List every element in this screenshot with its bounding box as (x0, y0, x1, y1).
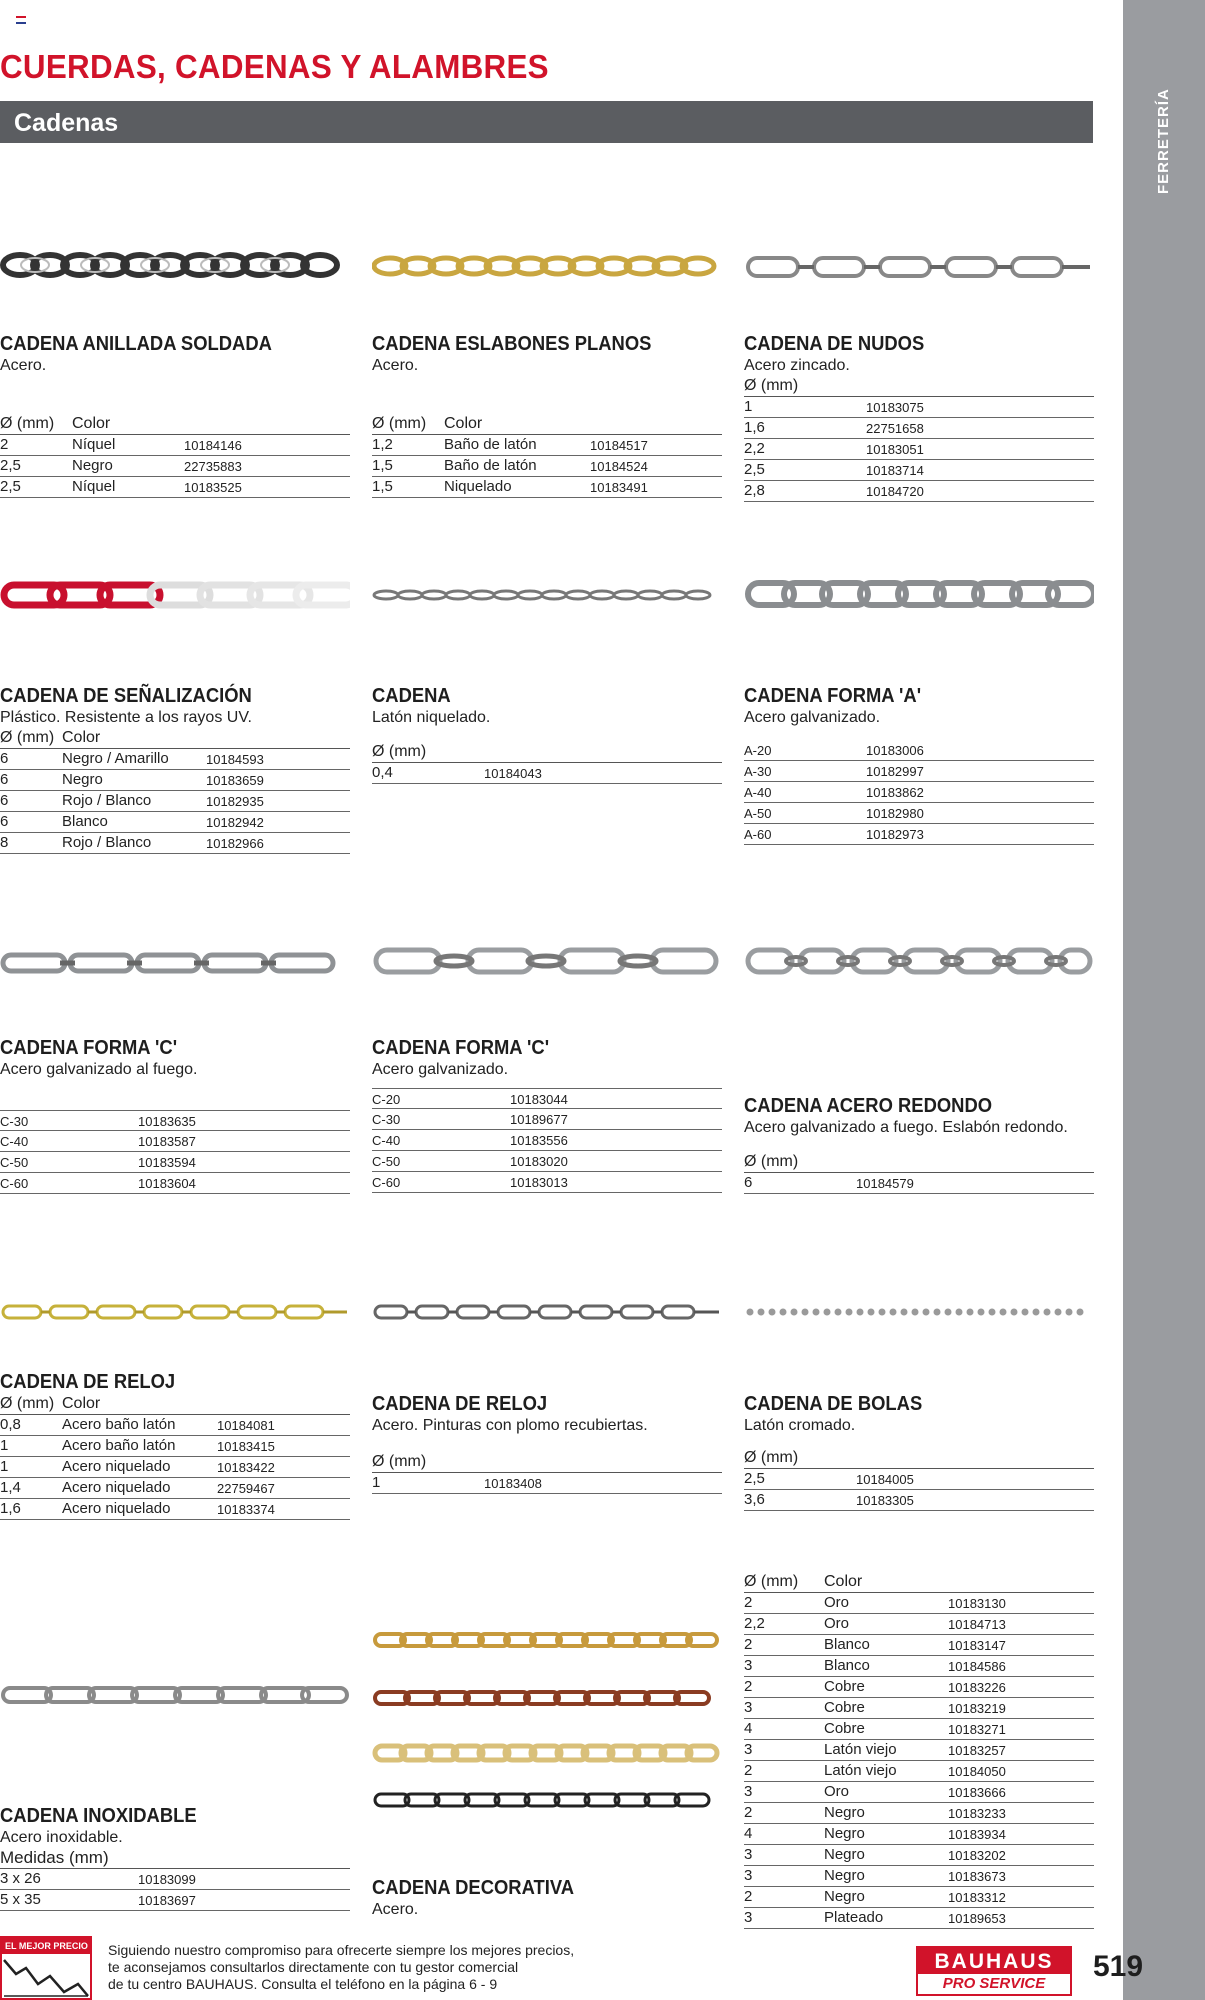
product-acero-redondo (744, 1094, 1094, 1194)
table-row: 0,8 Acero baño latón 10184081 (0, 1415, 350, 1436)
product-desc: Acero zincado. (744, 357, 850, 374)
product-reloj-2 (372, 1392, 722, 1494)
table-row: 1,4 Acero niquelado 22759467 (0, 1478, 350, 1499)
product-desc: Latón niquelado. (372, 709, 491, 726)
table-row: 5 x 35 10183697 (0, 1890, 350, 1911)
chain-image-acero-redondo (744, 944, 1094, 978)
product-title: CADENA ANILLADA SOLDADA (0, 333, 272, 355)
table-row: 1,5 Baño de latón 10184524 (372, 456, 722, 477)
col-diameter: Ø (mm) (744, 1153, 799, 1170)
table-row: 1 10183075 (744, 397, 1094, 418)
page-title: CUERDAS, CADENAS Y ALAMBRES (0, 48, 549, 85)
table-row: C-20 10183044 (372, 1088, 722, 1109)
page-number: 519 (1093, 1950, 1144, 1983)
table-row: 2,5 Negro 22735883 (0, 456, 350, 477)
table-row: C-50 10183594 (0, 1152, 350, 1173)
section-bar (0, 101, 1093, 143)
brand-name: BAUHAUS (916, 1946, 1072, 1974)
chain-image-inoxidable (0, 1682, 350, 1708)
side-tab (1123, 0, 1205, 2000)
product-title: CADENA DE NUDOS (744, 333, 925, 355)
table-row: A-20 10183006 (744, 740, 1094, 761)
chain-image-forma-c (372, 944, 722, 978)
col-diameter: Ø (mm) (744, 377, 799, 394)
col-diameter: Ø (mm) (0, 1395, 55, 1412)
product-desc: Acero galvanizado al fuego. (0, 1061, 198, 1078)
product-desc: Plástico. Resistente a los rayos UV. (0, 709, 252, 726)
table-row: A-30 10182997 (744, 761, 1094, 782)
product-decorativa-table (744, 1572, 1094, 1929)
table-row: A-50 10182980 (744, 803, 1094, 824)
chain-image-anillada (0, 248, 350, 282)
col-color: Color (444, 415, 483, 432)
table-row: 1 10183408 (372, 1473, 722, 1494)
product-desc: Acero galvanizado a fuego. Eslabón redondo. (744, 1119, 1068, 1136)
col-diameter: Ø (mm) (372, 415, 427, 432)
table-row: 4 Cobre 10183271 (744, 1719, 1094, 1740)
table-row: 4 Negro 10183934 (744, 1824, 1094, 1845)
product-decorativa (372, 1876, 722, 1920)
product-desc: Acero inoxidable. (0, 1829, 123, 1846)
table-row: 3 Negro 10183673 (744, 1866, 1094, 1887)
table-row: 6 Blanco 10182942 (0, 812, 350, 833)
chain-image-cadena (372, 584, 722, 606)
table-row: A-40 10183862 (744, 782, 1094, 803)
product-title: CADENA INOXIDABLE (0, 1805, 197, 1827)
product-title: CADENA DE BOLAS (744, 1393, 923, 1415)
flag-icon (16, 16, 26, 24)
col-color: Color (62, 1395, 101, 1412)
chain-image-planos (372, 253, 722, 279)
product-forma-c-fuego (0, 1036, 350, 1194)
table-row: 0,4 10184043 (372, 763, 722, 784)
table-row: 2,5 10184005 (744, 1469, 1094, 1490)
chain-image-forma-c-fuego (0, 950, 350, 976)
table-row: 1,2 Baño de latón 10184517 (372, 435, 722, 456)
chain-image-nudos (744, 252, 1094, 282)
table-row: 3 Blanco 10184586 (744, 1656, 1094, 1677)
table-row: 1 Acero niquelado 10183422 (0, 1457, 350, 1478)
table-row: C-40 10183587 (0, 1131, 350, 1152)
table-row: 2 Latón viejo 10184050 (744, 1761, 1094, 1782)
product-forma-a (744, 684, 1094, 845)
col-diameter: Ø (mm) (0, 729, 55, 746)
product-eslabones-planos (372, 332, 722, 498)
brand-sub: PRO SERVICE (916, 1974, 1072, 1996)
product-desc: Acero. (372, 357, 419, 374)
chain-image-decorativa-laton (372, 1742, 722, 1764)
table-row: 2 Oro 10183130 (744, 1593, 1094, 1614)
table-row: C-60 10183604 (0, 1173, 350, 1194)
col-color: Color (62, 729, 101, 746)
chain-image-forma-a (744, 576, 1094, 612)
product-title: CADENA DE RELOJ (0, 1371, 176, 1393)
bauhaus-logo (916, 1946, 1072, 1996)
product-title: CADENA DECORATIVA (372, 1877, 575, 1899)
product-inoxidable (0, 1804, 350, 1911)
table-row: 2 Níquel 10184146 (0, 435, 350, 456)
table-row: 2,2 10183051 (744, 439, 1094, 460)
table-row: 6 Negro / Amarillo 10184593 (0, 749, 350, 770)
table-row: 2,2 Oro 10184713 (744, 1614, 1094, 1635)
col-diameter: Ø (mm) (372, 1453, 427, 1470)
chain-image-reloj-laton (0, 1302, 350, 1322)
table-row: 2,5 10183714 (744, 460, 1094, 481)
chain-image-senalizacion (0, 580, 350, 610)
table-row: 3 Plateado 10189653 (744, 1908, 1094, 1929)
product-desc: Latón cromado. (744, 1417, 856, 1434)
table-row: C-60 10183013 (372, 1172, 722, 1193)
chain-image-decorativa-negro (372, 1790, 722, 1810)
col-color: Color (72, 415, 111, 432)
product-desc: Acero galvanizado. (744, 709, 881, 726)
table-row: 2,5 Níquel 10183525 (0, 477, 350, 498)
product-forma-c (372, 1036, 722, 1193)
table-row: 8 Rojo / Blanco 10182966 (0, 833, 350, 854)
product-bolas (744, 1392, 1094, 1511)
table-row: C-30 10189677 (372, 1109, 722, 1130)
table-row: 1,5 Niquelado 10183491 (372, 477, 722, 498)
product-nudos (744, 332, 1094, 502)
product-title: CADENA (372, 685, 451, 707)
product-senalizacion (0, 684, 350, 854)
table-row: 1 Acero baño latón 10183415 (0, 1436, 350, 1457)
col-diameter: Ø (mm) (0, 415, 55, 432)
product-desc: Acero. Pinturas con plomo recubiertas. (372, 1417, 648, 1434)
section-title: Cadenas (14, 109, 119, 137)
table-row: 2 Cobre 10183226 (744, 1677, 1094, 1698)
table-row: 2,8 10184720 (744, 481, 1094, 502)
product-desc: Medidas (mm) (0, 1848, 109, 1867)
table-row: 3 Negro 10183202 (744, 1845, 1094, 1866)
product-anillada-soldada (0, 332, 350, 498)
product-cadena (372, 684, 722, 784)
price-chart-icon (2, 1954, 90, 1998)
product-title: CADENA FORMA 'C' (372, 1037, 550, 1059)
product-title: CADENA FORMA 'A' (744, 685, 922, 707)
table-row: 3 x 26 10183099 (0, 1869, 350, 1890)
product-title: CADENA FORMA 'C' (0, 1037, 178, 1059)
table-row: 3 Oro 10183666 (744, 1782, 1094, 1803)
product-reloj-1 (0, 1370, 350, 1520)
table-row: 6 10184579 (744, 1173, 1094, 1194)
product-title: CADENA DE SEÑALIZACIÓN (0, 685, 252, 707)
col-diameter: Ø (mm) (744, 1573, 799, 1590)
product-desc: Acero. (372, 1901, 419, 1918)
table-row: 2 Negro 10183233 (744, 1803, 1094, 1824)
table-row: 6 Rojo / Blanco 10182935 (0, 791, 350, 812)
product-title: CADENA DE RELOJ (372, 1393, 548, 1415)
table-row: 1,6 Acero niquelado 10183374 (0, 1499, 350, 1520)
footer-notice: Siguiendo nuestro compromiso para ofrecerte siempre los mejores precios, te aconsejamos consultarlos directamente con tu gestor comercial de tu centro BAUHAUS. Consulta el teléfono en la página 6 - 9 (108, 1942, 575, 1992)
best-price-label: EL MEJOR PRECIO (2, 1938, 90, 1954)
table-row: 3 Cobre 10183219 (744, 1698, 1094, 1719)
col-color: Color (824, 1573, 863, 1590)
product-title: CADENA ESLABONES PLANOS (372, 333, 652, 355)
chain-image-bolas (744, 1306, 1094, 1318)
col-diameter: Ø (mm) (744, 1449, 799, 1466)
table-row: 3 Latón viejo 10183257 (744, 1740, 1094, 1761)
table-row: 1,6 22751658 (744, 418, 1094, 439)
table-row: 3,6 10183305 (744, 1490, 1094, 1511)
side-tab-label: FERRETERÍA (1155, 88, 1172, 194)
table-row: A-60 10182973 (744, 824, 1094, 845)
best-price-badge (0, 1936, 92, 2000)
product-title: CADENA ACERO REDONDO (744, 1095, 993, 1117)
chain-image-decorativa-cobre (372, 1688, 722, 1708)
table-row: C-40 10183556 (372, 1130, 722, 1151)
chain-image-decorativa-oro (372, 1630, 722, 1650)
table-row: 2 Blanco 10183147 (744, 1635, 1094, 1656)
table-row: C-50 10183020 (372, 1151, 722, 1172)
table-row: C-30 10183635 (0, 1110, 350, 1131)
product-desc: Acero. (0, 357, 47, 374)
product-desc: Acero galvanizado. (372, 1061, 509, 1078)
table-row: 6 Negro 10183659 (0, 770, 350, 791)
col-diameter: Ø (mm) (372, 743, 427, 760)
chain-image-reloj-acero (372, 1302, 722, 1322)
table-row: 2 Negro 10183312 (744, 1887, 1094, 1908)
